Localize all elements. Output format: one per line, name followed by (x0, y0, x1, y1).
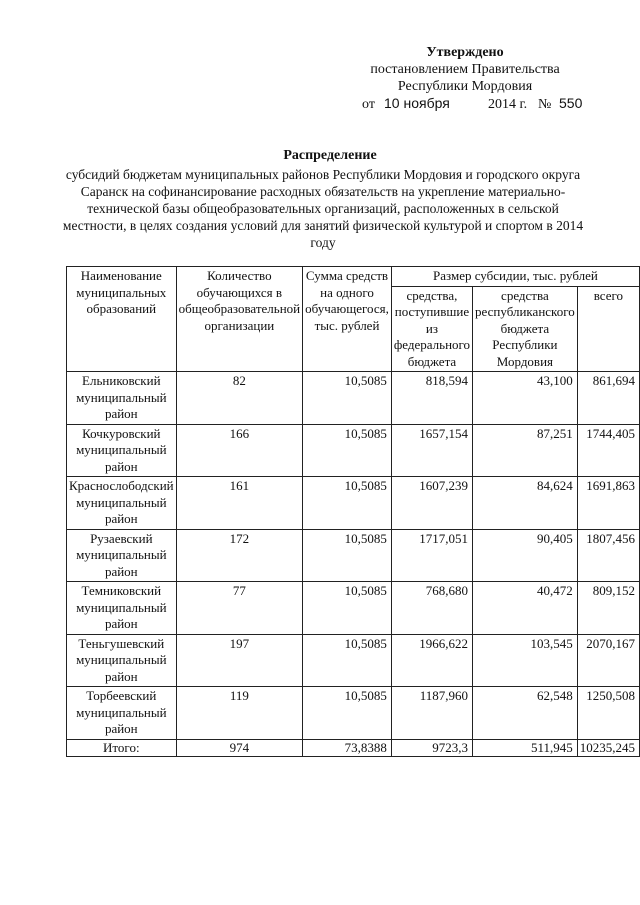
total-students: 974 (176, 739, 303, 757)
total-federal: 9723,3 (391, 739, 472, 757)
approval-date (384, 95, 450, 112)
total-funds: 1744,405 (577, 424, 639, 477)
table-row (67, 372, 640, 425)
approval-line-1: постановлением Правительства (370, 62, 560, 77)
table-row (67, 477, 640, 530)
federal-funds: 1657,154 (391, 424, 472, 477)
header-per-student: Сумма средств на одного обучающегося, тыс. рублей (303, 267, 392, 372)
per-student-amount: 10,5085 (303, 424, 392, 477)
table-row (67, 424, 640, 477)
federal-funds: 1607,239 (391, 477, 472, 530)
header-subsidy-group: Размер субсидии, тыс. рублей (391, 267, 639, 287)
document-title: Распределение (283, 148, 377, 163)
students-count: 119 (176, 687, 303, 740)
approval-date-line (350, 95, 583, 114)
approval-year: 2014 г. (488, 97, 528, 112)
approval-prefix: от (362, 97, 375, 112)
students-count: 166 (176, 424, 303, 477)
table-row (67, 582, 640, 635)
total-sum: 10235,245 (577, 739, 639, 757)
students-count: 161 (176, 477, 303, 530)
total-per-student: 73,8388 (303, 739, 392, 757)
table-header-row (67, 267, 640, 287)
students-count: 77 (176, 582, 303, 635)
federal-funds: 768,680 (391, 582, 472, 635)
subsidy-table (66, 266, 640, 757)
per-student-amount: 10,5085 (303, 582, 392, 635)
total-funds: 1807,456 (577, 529, 639, 582)
total-funds: 2070,167 (577, 634, 639, 687)
federal-funds: 1966,622 (391, 634, 472, 687)
approval-number-sign: № (538, 97, 552, 112)
federal-funds: 1717,051 (391, 529, 472, 582)
header-federal: средства, поступившие из федерального бюджета (391, 286, 472, 372)
approval-stamp (350, 44, 583, 114)
district-name: Торбеевский муниципальный район (67, 687, 177, 740)
district-name: Рузаевский муниципальный район (67, 529, 177, 582)
republic-funds: 43,100 (473, 372, 578, 425)
district-name: Кочкуровский муниципальный район (67, 424, 177, 477)
header-republic: средства республиканского бюджета Республики Мордовия (473, 286, 578, 372)
republic-funds: 40,472 (473, 582, 578, 635)
table-row (67, 634, 640, 687)
per-student-amount: 10,5085 (303, 477, 392, 530)
republic-funds: 62,548 (473, 687, 578, 740)
approval-title: Утверждено (426, 45, 504, 60)
approval-day: 10 (384, 95, 400, 111)
total-republic: 511,945 (473, 739, 578, 757)
total-funds: 809,152 (577, 582, 639, 635)
document-subtitle: субсидий бюджетам муниципальных районов Республики Мордовия и городского округа Саранск на софинансирование расходных обязательств на укрепление материально-технической базы общеобразовательных организаций, расположенных в сельской местности, в целях создания условий для занятий физической культурой и спортом в 2014 году (62, 167, 584, 250)
header-total: всего (577, 286, 639, 372)
per-student-amount: 10,5085 (303, 634, 392, 687)
students-count: 197 (176, 634, 303, 687)
total-funds: 861,694 (577, 372, 639, 425)
district-name: Теньгушевский муниципальный район (67, 634, 177, 687)
header-students: Количество обучающихся в общеобразовательной организации (176, 267, 303, 372)
total-row (67, 739, 640, 757)
total-label: Итого: (67, 739, 177, 757)
district-name: Краснослободский муниципальный район (67, 477, 177, 530)
republic-funds: 90,405 (473, 529, 578, 582)
students-count: 82 (176, 372, 303, 425)
per-student-amount: 10,5085 (303, 529, 392, 582)
republic-funds: 84,624 (473, 477, 578, 530)
approval-number: 550 (559, 95, 583, 111)
federal-funds: 818,594 (391, 372, 472, 425)
approval-month: ноября (403, 95, 450, 111)
republic-funds: 103,545 (473, 634, 578, 687)
total-funds: 1691,863 (577, 477, 639, 530)
approval-line-2: Республики Мордовия (397, 79, 533, 94)
students-count: 172 (176, 529, 303, 582)
district-name: Темниковский муниципальный район (67, 582, 177, 635)
per-student-amount: 10,5085 (303, 687, 392, 740)
total-funds: 1250,508 (577, 687, 639, 740)
header-name: Наименование муниципальных образований (67, 267, 177, 372)
table-row (67, 687, 640, 740)
per-student-amount: 10,5085 (303, 372, 392, 425)
republic-funds: 87,251 (473, 424, 578, 477)
district-name: Ельниковский муниципальный район (67, 372, 177, 425)
table-row (67, 529, 640, 582)
federal-funds: 1187,960 (391, 687, 472, 740)
